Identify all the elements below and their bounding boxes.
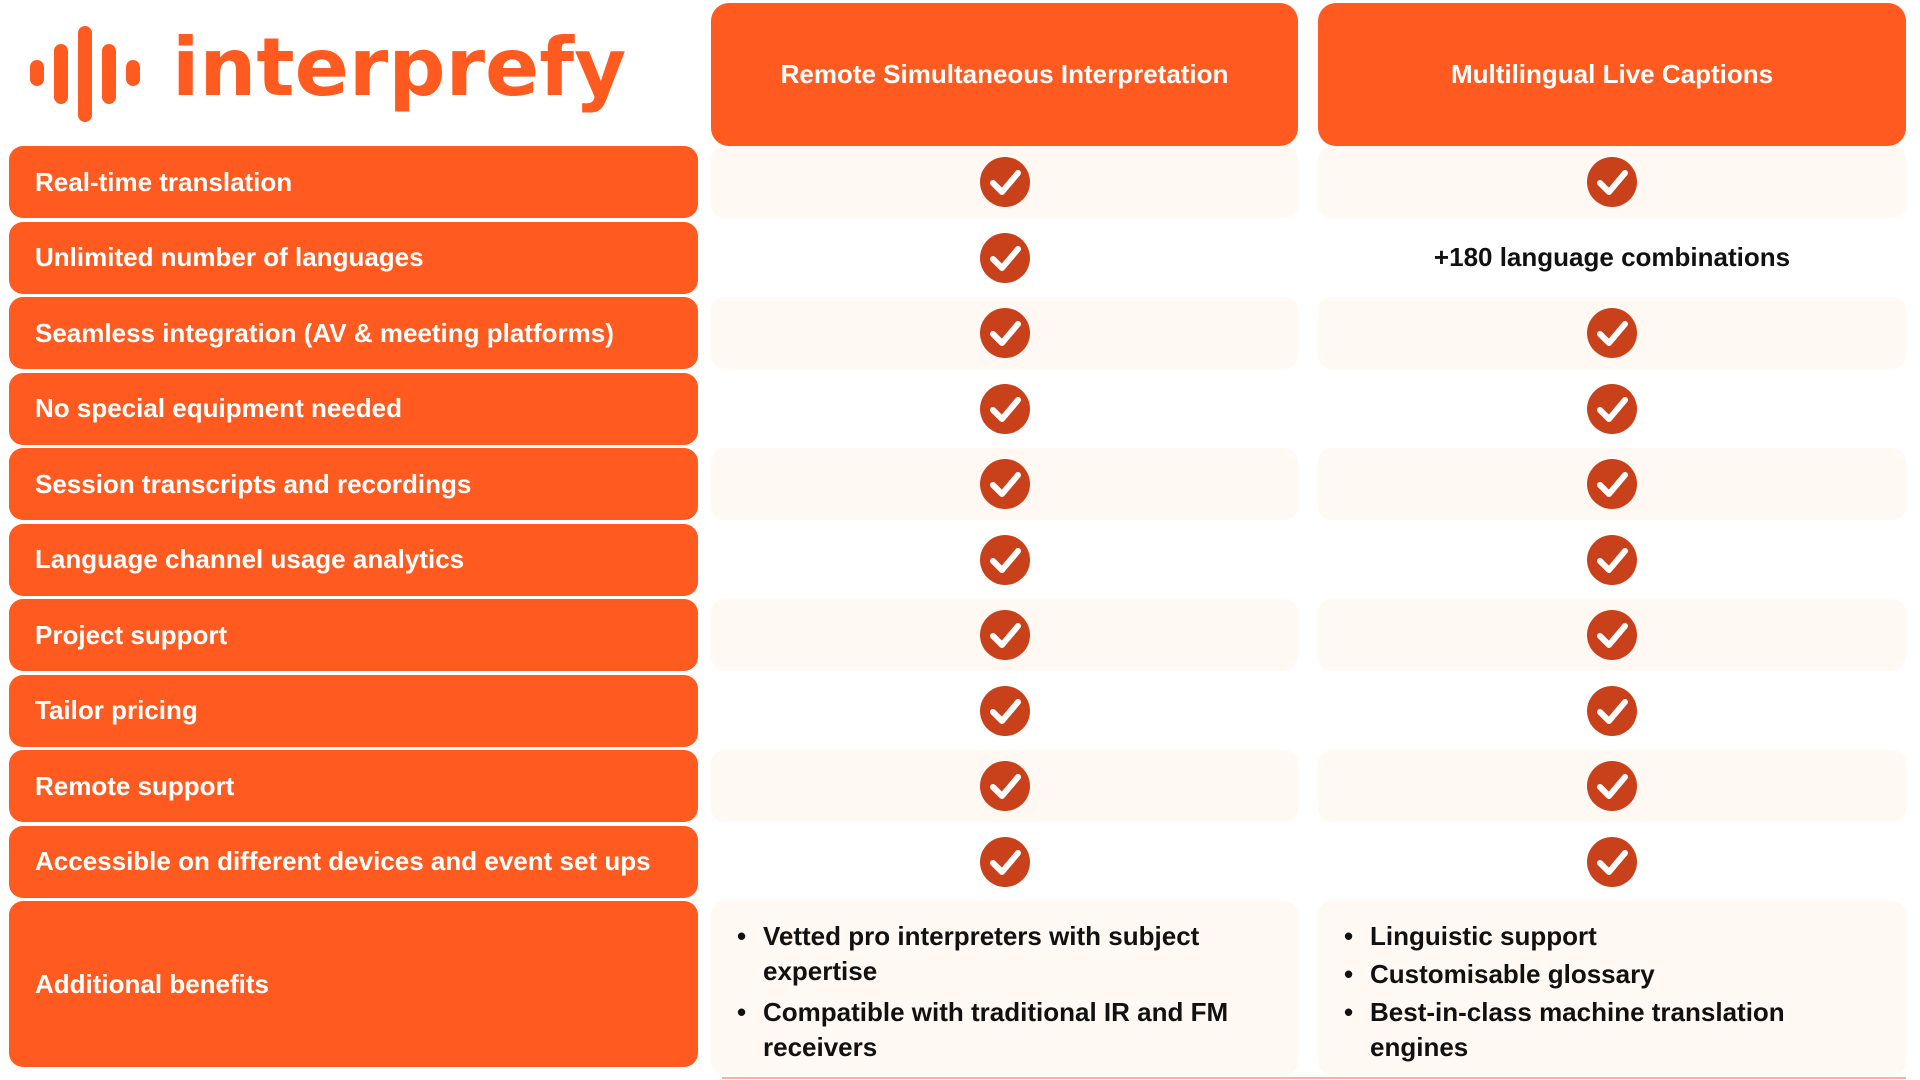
- additional-benefits-row: [0, 901, 1920, 1067]
- row-label: Session transcripts and recordings: [9, 448, 698, 520]
- benefit-item: • Linguistic support: [1344, 919, 1886, 954]
- table-row: [0, 675, 1920, 747]
- benefit-item: • Best-in-class machine translation engines: [1344, 995, 1886, 1065]
- row-label: Additional benefits: [9, 901, 698, 1067]
- check-icon: [979, 609, 1031, 661]
- table-cell: [1318, 373, 1906, 445]
- table-cell: [1318, 524, 1906, 596]
- table-cell: [1318, 222, 1906, 294]
- benefits-list: [1318, 901, 1906, 1065]
- row-label: No special equipment needed: [9, 373, 698, 445]
- benefit-item: • Vetted pro interpreters with subject expertise: [737, 919, 1278, 989]
- row-label: Seamless integration (AV & meeting platforms): [9, 297, 698, 369]
- check-icon: [1586, 685, 1638, 737]
- check-icon: [979, 685, 1031, 737]
- table-cell: [711, 826, 1298, 898]
- check-icon: [1586, 836, 1638, 888]
- table-cell: [711, 297, 1298, 369]
- table-cell: [1318, 146, 1906, 218]
- interprefy-logo: [30, 21, 627, 122]
- table-cell: [711, 750, 1298, 822]
- table-row: [0, 448, 1920, 520]
- table-cell: [1318, 750, 1906, 822]
- table-row: [0, 222, 1920, 294]
- check-icon: [1586, 458, 1638, 510]
- table-row: [0, 524, 1920, 596]
- table-cell: [711, 599, 1298, 671]
- check-icon: [979, 760, 1031, 812]
- table-cell: [711, 524, 1298, 596]
- check-icon: [1586, 156, 1638, 208]
- table-cell: [711, 675, 1298, 747]
- column-header-live-captions: Multilingual Live Captions: [1318, 3, 1906, 146]
- benefits-list: [711, 901, 1298, 1065]
- table-cell: [711, 373, 1298, 445]
- row-label: Tailor pricing: [9, 675, 698, 747]
- check-icon: [979, 383, 1031, 435]
- check-icon: [979, 156, 1031, 208]
- brand-name: interprefy: [172, 21, 627, 114]
- table-cell: [711, 222, 1298, 294]
- benefit-item: • Customisable glossary: [1344, 957, 1886, 992]
- table-row: [0, 373, 1920, 445]
- benefits-rsi: [711, 901, 1298, 1075]
- sound-wave-icon: [30, 26, 154, 122]
- table-row: [0, 750, 1920, 822]
- table-row: [0, 146, 1920, 218]
- check-icon: [979, 534, 1031, 586]
- table-cell: [1318, 826, 1906, 898]
- row-label: Accessible on different devices and event set ups: [9, 826, 698, 898]
- check-icon: [979, 232, 1031, 284]
- row-label: Language channel usage analytics: [9, 524, 698, 596]
- table-row: [0, 599, 1920, 671]
- check-icon: [1586, 534, 1638, 586]
- column-header-rsi: Remote Simultaneous Interpretation: [711, 3, 1298, 146]
- table-row: [0, 297, 1920, 369]
- check-icon: [1586, 307, 1638, 359]
- table-cell: [711, 146, 1298, 218]
- benefit-item: • Compatible with traditional IR and FM receivers: [737, 995, 1278, 1065]
- check-icon: [979, 458, 1031, 510]
- check-icon: [1586, 609, 1638, 661]
- table-cell: [1318, 297, 1906, 369]
- cell-text: +180 language combinations: [1433, 242, 1791, 272]
- divider: [722, 1077, 1906, 1079]
- table-cell: [1318, 599, 1906, 671]
- row-label: Unlimited number of languages: [9, 222, 698, 294]
- table-cell: [1318, 675, 1906, 747]
- row-label: Project support: [9, 599, 698, 671]
- row-label: Remote support: [9, 750, 698, 822]
- table-cell: [1318, 448, 1906, 520]
- table-row: [0, 826, 1920, 898]
- table-cell: [711, 448, 1298, 520]
- check-icon: [1586, 383, 1638, 435]
- row-label: Real-time translation: [9, 146, 698, 218]
- benefits-live-captions: [1318, 901, 1906, 1075]
- check-icon: [979, 307, 1031, 359]
- check-icon: [1586, 760, 1638, 812]
- check-icon: [979, 836, 1031, 888]
